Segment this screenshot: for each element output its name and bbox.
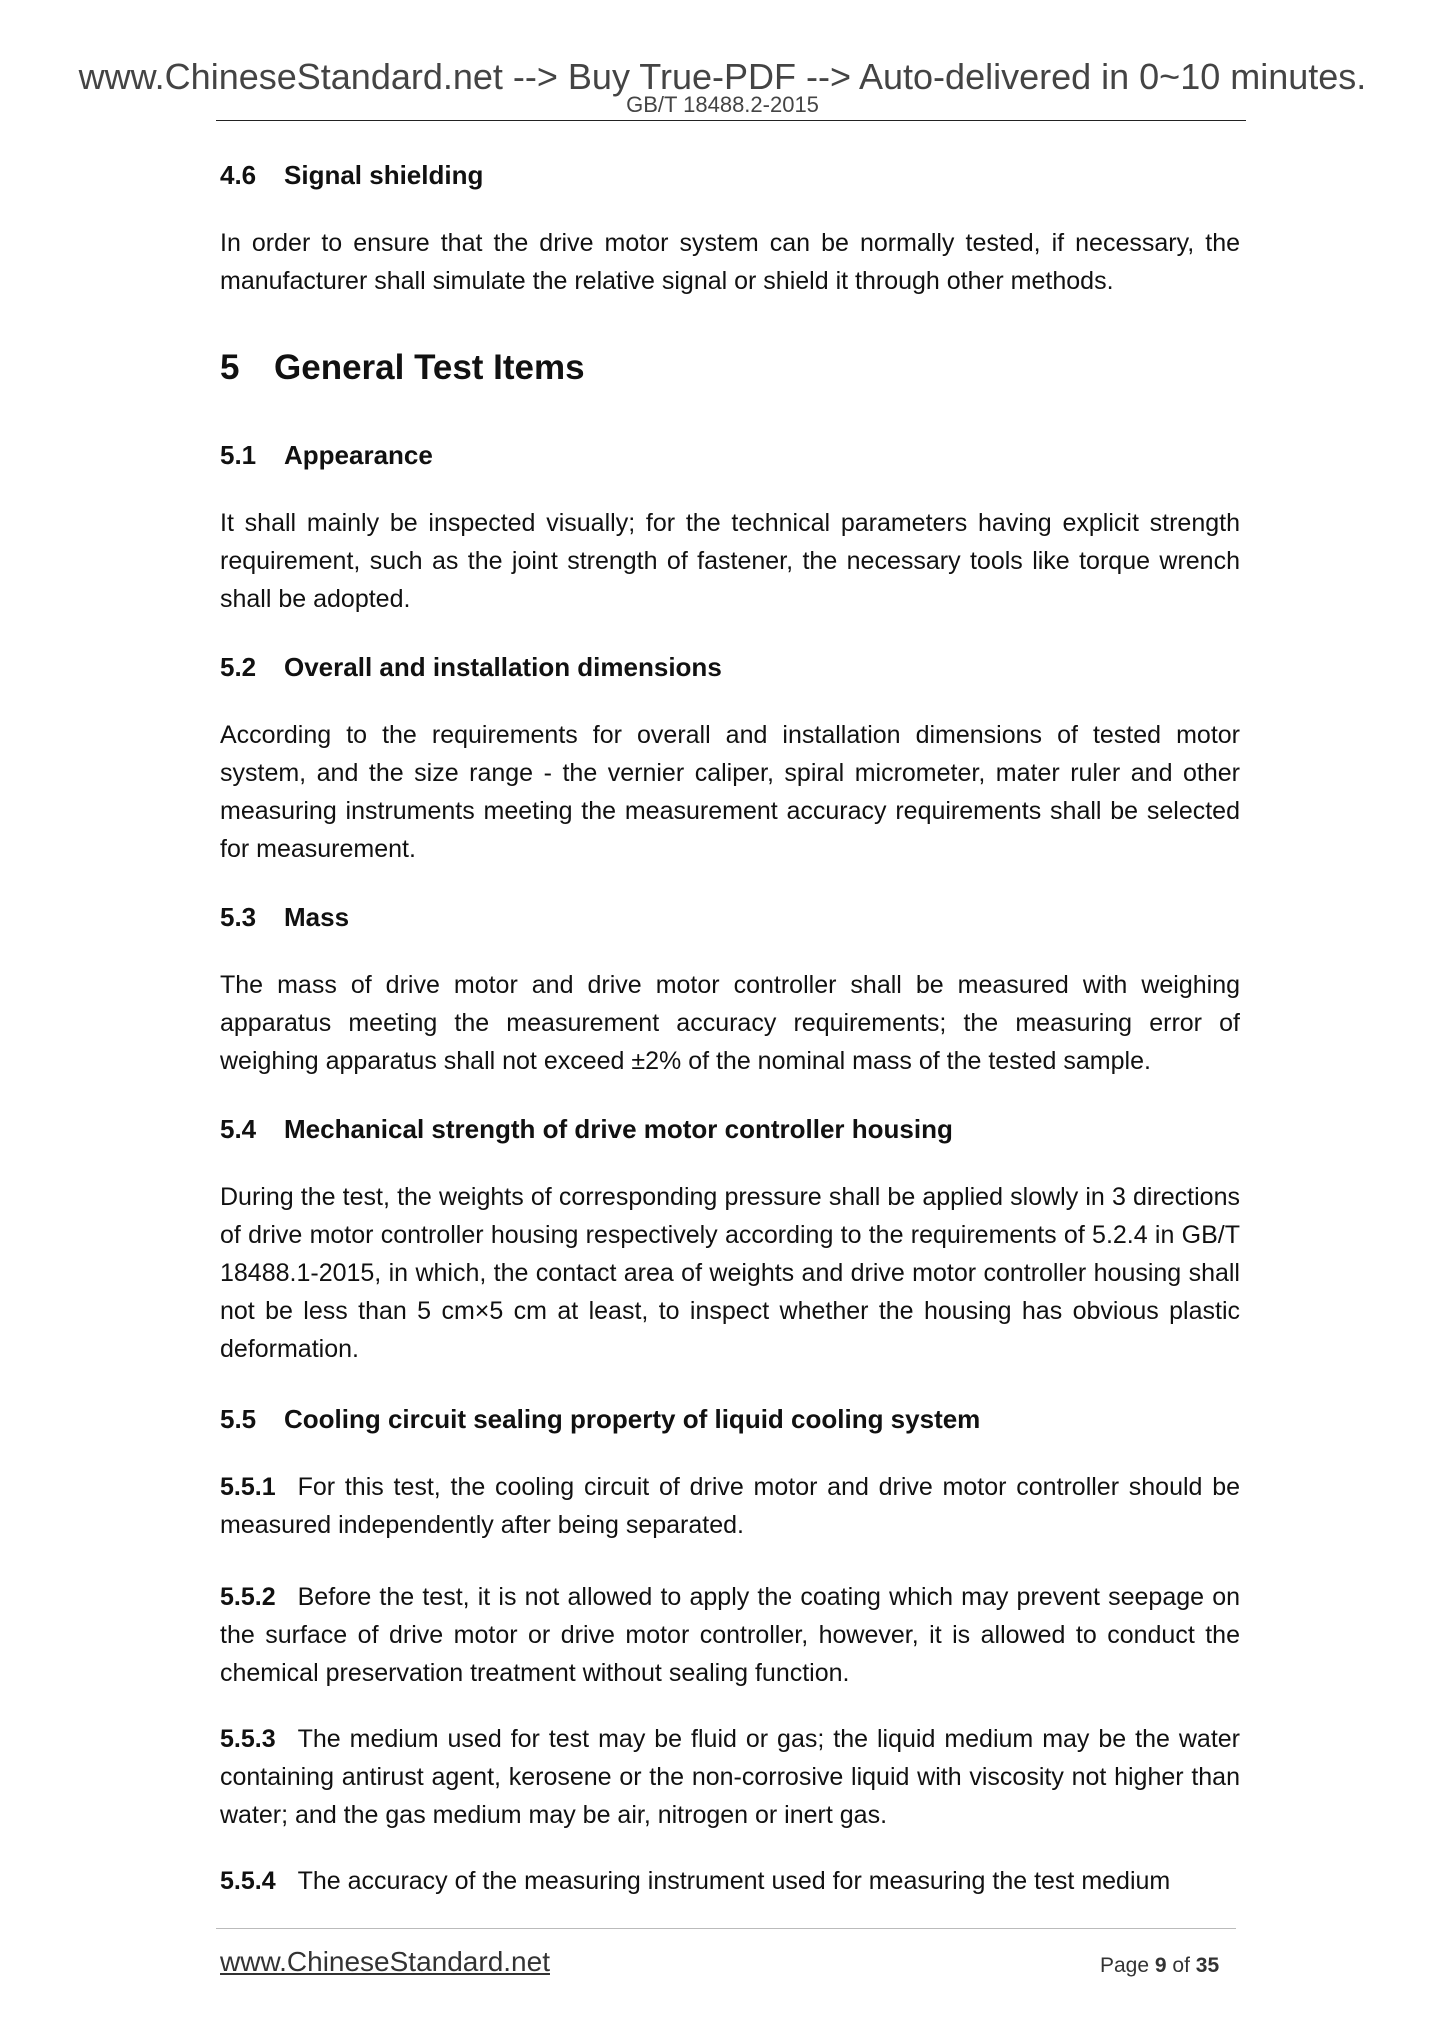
section-title: Overall and installation dimensions xyxy=(284,652,722,682)
section-number: 5.4 xyxy=(220,1114,257,1144)
header-banner: www.ChineseStandard.net --> Buy True-PDF --> Auto-delivered in 0~10 minutes. xyxy=(78,56,1367,97)
header-divider xyxy=(216,120,1246,121)
subclause-number: 5.5.3 xyxy=(220,1725,276,1753)
section-title: Cooling circuit sealing property of liquid cooling system xyxy=(284,1404,981,1434)
subclause-number: 5.5.1 xyxy=(220,1473,276,1501)
section-number: 5.3 xyxy=(220,902,257,932)
chapter-number: 5 xyxy=(220,348,240,387)
paragraph-4-6: In order to ensure that the drive motor system can be normally tested, if necessary, the manufacturer shall simulate the relative signal or shield it through other methods. xyxy=(220,229,1240,295)
subclause-number: 5.5.2 xyxy=(220,1583,276,1611)
chapter-title: General Test Items xyxy=(274,348,585,387)
section-title: Mass xyxy=(284,902,350,932)
paragraph-5-2: According to the requirements for overall and installation dimensions of tested motor system, and the size range - the vernier caliper, spiral micrometer, mater ruler and other measuring instruments meeting the measurement accuracy requirements shall be selected for measurement. xyxy=(220,721,1240,863)
heading-4-6 xyxy=(220,160,483,191)
section-title: Mechanical strength of drive motor controller housing xyxy=(284,1114,953,1144)
section-title: Signal shielding xyxy=(284,160,484,190)
section-title: Appearance xyxy=(284,440,433,470)
heading-5 xyxy=(220,348,585,388)
heading-5-3 xyxy=(220,902,349,933)
paragraph-5-1: It shall mainly be inspected visually; for the technical parameters having explicit strength requirement, such as the joint strength of fastener, the necessary tools like torque wrench shall be adopted. xyxy=(220,509,1240,613)
heading-5-5 xyxy=(220,1404,980,1435)
page-word: Page xyxy=(1100,1954,1150,1977)
subclause-text: Before the test, it is not allowed to apply the coating which may prevent seepage on the surface of drive motor or drive motor controller, however, it is allowed to conduct the chemical preservation treatment without sealing function. xyxy=(220,1583,1240,1687)
subclause-number: 5.5.4 xyxy=(220,1867,276,1895)
heading-5-4 xyxy=(220,1114,953,1145)
page-total: 35 xyxy=(1195,1954,1220,1977)
paragraph-5-5-1 xyxy=(220,1468,1240,1544)
heading-5-2 xyxy=(220,652,722,683)
subclause-text: For this test, the cooling circuit of drive motor and drive motor controller should be measured independently after being separated. xyxy=(220,1473,1240,1539)
section-number: 4.6 xyxy=(220,160,257,190)
subclause-text: The medium used for test may be fluid or gas; the liquid medium may be the water containing antirust agent, kerosene or the non-corrosive liquid with viscosity not higher than water; and the gas medium may be air, nitrogen or inert gas. xyxy=(220,1725,1240,1829)
paragraph-5-5-2 xyxy=(220,1578,1240,1692)
paragraph-5-3: The mass of drive motor and drive motor controller shall be measured with weighing apparatus meeting the measurement accuracy requirements; the measuring error of weighing apparatus shall not exceed ±2% of the nominal mass of the tested sample. xyxy=(220,971,1240,1075)
paragraph-5-5-3 xyxy=(220,1720,1240,1834)
section-number: 5.1 xyxy=(220,440,257,470)
footer-site-link[interactable]: www.ChineseStandard.net xyxy=(220,1946,550,1977)
page-number: 9 xyxy=(1154,1954,1167,1977)
section-number: 5.2 xyxy=(220,652,257,682)
subclause-text: The accuracy of the measuring instrument used for measuring the test medium xyxy=(297,1867,1171,1895)
footer-divider xyxy=(216,1928,1236,1929)
paragraph-5-5-4 xyxy=(220,1862,1240,1900)
of-word: of xyxy=(1172,1954,1190,1977)
paragraph-5-4: During the test, the weights of corresponding pressure shall be applied slowly in 3 directions of drive motor controller housing respectively according to the requirements of 5.2.4 in GB/T 18488.1-2015, in which, the contact area of weights and drive motor controller housing shall not be less than 5 cm×5 cm at least, to inspect whether the housing has obvious plastic deformation. xyxy=(220,1183,1240,1363)
heading-5-1 xyxy=(220,440,433,471)
document-id: GB/T 18488.2-2015 xyxy=(626,92,819,117)
page-indicator xyxy=(1100,1954,1219,1978)
section-number: 5.5 xyxy=(220,1404,257,1434)
